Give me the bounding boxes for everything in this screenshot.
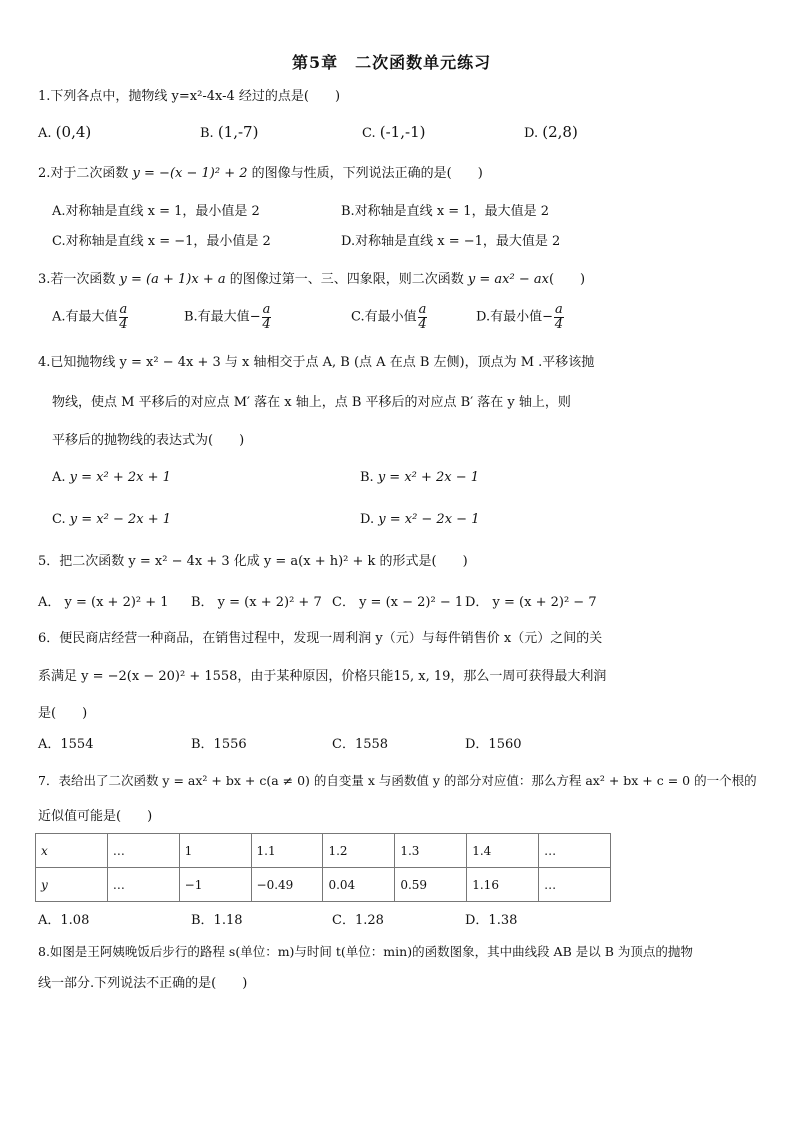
q3-fraction: $\frac{a}{4}$ bbox=[554, 302, 564, 332]
q5-option-c[interactable]: C． y = (x − 2)² − 1 bbox=[332, 595, 464, 610]
table-cell: −0.49 bbox=[251, 868, 323, 902]
q3-fraction: $\frac{a}{4}$ bbox=[119, 302, 128, 332]
question-3-stem: 3.若一次函数 y = (a + 1)x + a 的图像过第一、三、四象限，则二次函数 y = ax² − ax( ) bbox=[38, 272, 586, 287]
q7-option-a[interactable]: A．1.08 bbox=[38, 913, 90, 928]
table-cell: x bbox=[36, 834, 108, 868]
table-row-x bbox=[36, 834, 611, 868]
q4-option-a[interactable]: A. y = x² + 2x + 1 bbox=[52, 470, 171, 485]
table-cell: … bbox=[107, 868, 179, 902]
question-4-line-1: 4.已知抛物线 y = x² − 4x + 3 与 x 轴相交于点 A, B (点 A 在点 B 左侧)，顶点为 M .平移该抛 bbox=[38, 355, 595, 370]
question-6-line-1: 6．便民商店经营一种商品，在销售过程中，发现一周利润 y（元）与每件销售价 x（元）之间的关 bbox=[38, 631, 603, 646]
q2-option-a[interactable]: A.对称轴是直线 x = 1，最小值是 2 bbox=[52, 204, 260, 219]
q5-option-d[interactable]: D． y = (x + 2)² − 7 bbox=[465, 595, 597, 610]
table-cell: −1 bbox=[179, 868, 251, 902]
question-8-line-2: 线一部分.下列说法不正确的是( ) bbox=[38, 976, 248, 991]
q3-fraction: $\frac{a}{4}$ bbox=[418, 302, 427, 332]
table-cell: y bbox=[36, 868, 108, 902]
q4-option-d[interactable]: D. y = x² − 2x − 1 bbox=[360, 512, 480, 527]
q2-option-d[interactable]: D.对称轴是直线 x = −1，最大值是 2 bbox=[341, 234, 561, 249]
q2-option-c[interactable]: C.对称轴是直线 x = −1，最小值是 2 bbox=[52, 234, 271, 249]
q5-option-a[interactable]: A． y = (x + 2)² + 1 bbox=[38, 595, 169, 610]
table-cell: … bbox=[107, 834, 179, 868]
table-cell: 1.4 bbox=[467, 834, 539, 868]
q1-option-a[interactable]: A. (0,4) bbox=[38, 123, 92, 141]
table-cell: … bbox=[539, 834, 611, 868]
q1-option-c[interactable]: C. (-1,-1) bbox=[362, 123, 426, 141]
q6-option-a[interactable]: A．1554 bbox=[38, 737, 94, 752]
table-cell: 1 bbox=[179, 834, 251, 868]
value-table bbox=[35, 833, 611, 902]
q1-option-d[interactable]: D. (2,8) bbox=[524, 123, 578, 141]
q6-option-b[interactable]: B．1556 bbox=[191, 737, 247, 752]
q3-option-b[interactable]: B.有最大值− $\frac{a}{4}$ bbox=[184, 302, 271, 332]
question-4-line-2: 物线，使点 M 平移后的对应点 M′ 落在 x 轴上，点 B 平移后的对应点 B′ 落在 y 轴上，则 bbox=[52, 395, 571, 410]
q7-option-d[interactable]: D．1.38 bbox=[465, 913, 518, 928]
table-cell: 1.3 bbox=[395, 834, 467, 868]
table-cell: 0.59 bbox=[395, 868, 467, 902]
question-6-line-2: 系满足 y = −2(x − 20)² + 1558，由于某种原因，价格只能15, x, 19，那么一周可获得最大利润 bbox=[38, 669, 607, 684]
table-cell: 1.2 bbox=[323, 834, 395, 868]
question-7-line-1: 7．表给出了二次函数 y = ax² + bx + c(a ≠ 0) 的自变量 x 与函数值 y 的部分对应值：那么方程 ax² + bx + c = 0 的一个根的 bbox=[38, 773, 757, 788]
table-row-y bbox=[36, 868, 611, 902]
table-cell: 1.1 bbox=[251, 834, 323, 868]
question-2-stem: 2.对于二次函数 y = −(x − 1)² + 2 的图像与性质，下列说法正确的是( ) bbox=[38, 166, 483, 181]
page-title: 第5章 二次函数单元练习 bbox=[292, 53, 492, 72]
q5-option-b[interactable]: B． y = (x + 2)² + 7 bbox=[191, 595, 322, 610]
q3-option-d[interactable]: D.有最小值− $\frac{a}{4}$ bbox=[476, 302, 564, 332]
question-8-line-1: 8.如图是王阿姨晚饭后步行的路程 s(单位：m)与时间 t(单位：min)的函数图象，其中曲线段 AB 是以 B 为顶点的抛物 bbox=[38, 944, 693, 959]
q3-option-c[interactable]: C.有最小值 $\frac{a}{4}$ bbox=[351, 302, 427, 332]
q4-option-c[interactable]: C. y = x² − 2x + 1 bbox=[52, 512, 171, 527]
q4-option-b[interactable]: B. y = x² + 2x − 1 bbox=[360, 470, 480, 485]
q1-option-b[interactable]: B. (1,-7) bbox=[200, 123, 259, 141]
q7-option-b[interactable]: B．1.18 bbox=[191, 913, 243, 928]
question-4-line-3: 平移后的抛物线的表达式为( ) bbox=[52, 433, 245, 448]
question-6-line-3: 是( ) bbox=[38, 706, 88, 721]
table-cell: … bbox=[539, 868, 611, 902]
table-cell: 0.04 bbox=[323, 868, 395, 902]
q3-fraction: $\frac{a}{4}$ bbox=[262, 302, 271, 332]
question-7-line-2: 近似值可能是( ) bbox=[38, 809, 153, 824]
q6-option-d[interactable]: D．1560 bbox=[465, 737, 522, 752]
q7-option-c[interactable]: C．1.28 bbox=[332, 913, 384, 928]
q6-option-c[interactable]: C．1558 bbox=[332, 737, 389, 752]
question-1-stem: 1.下列各点中，抛物线 y=x²-4x-4 经过的点是( ) bbox=[38, 89, 341, 104]
q2-option-b[interactable]: B.对称轴是直线 x = 1，最大值是 2 bbox=[341, 204, 549, 219]
q3-option-a[interactable]: A.有最大值 $\frac{a}{4}$ bbox=[52, 302, 128, 332]
question-5-stem: 5．把二次函数 y = x² − 4x + 3 化成 y = a(x + h)² + k 的形式是( ) bbox=[38, 554, 468, 569]
table-cell: 1.16 bbox=[467, 868, 539, 902]
